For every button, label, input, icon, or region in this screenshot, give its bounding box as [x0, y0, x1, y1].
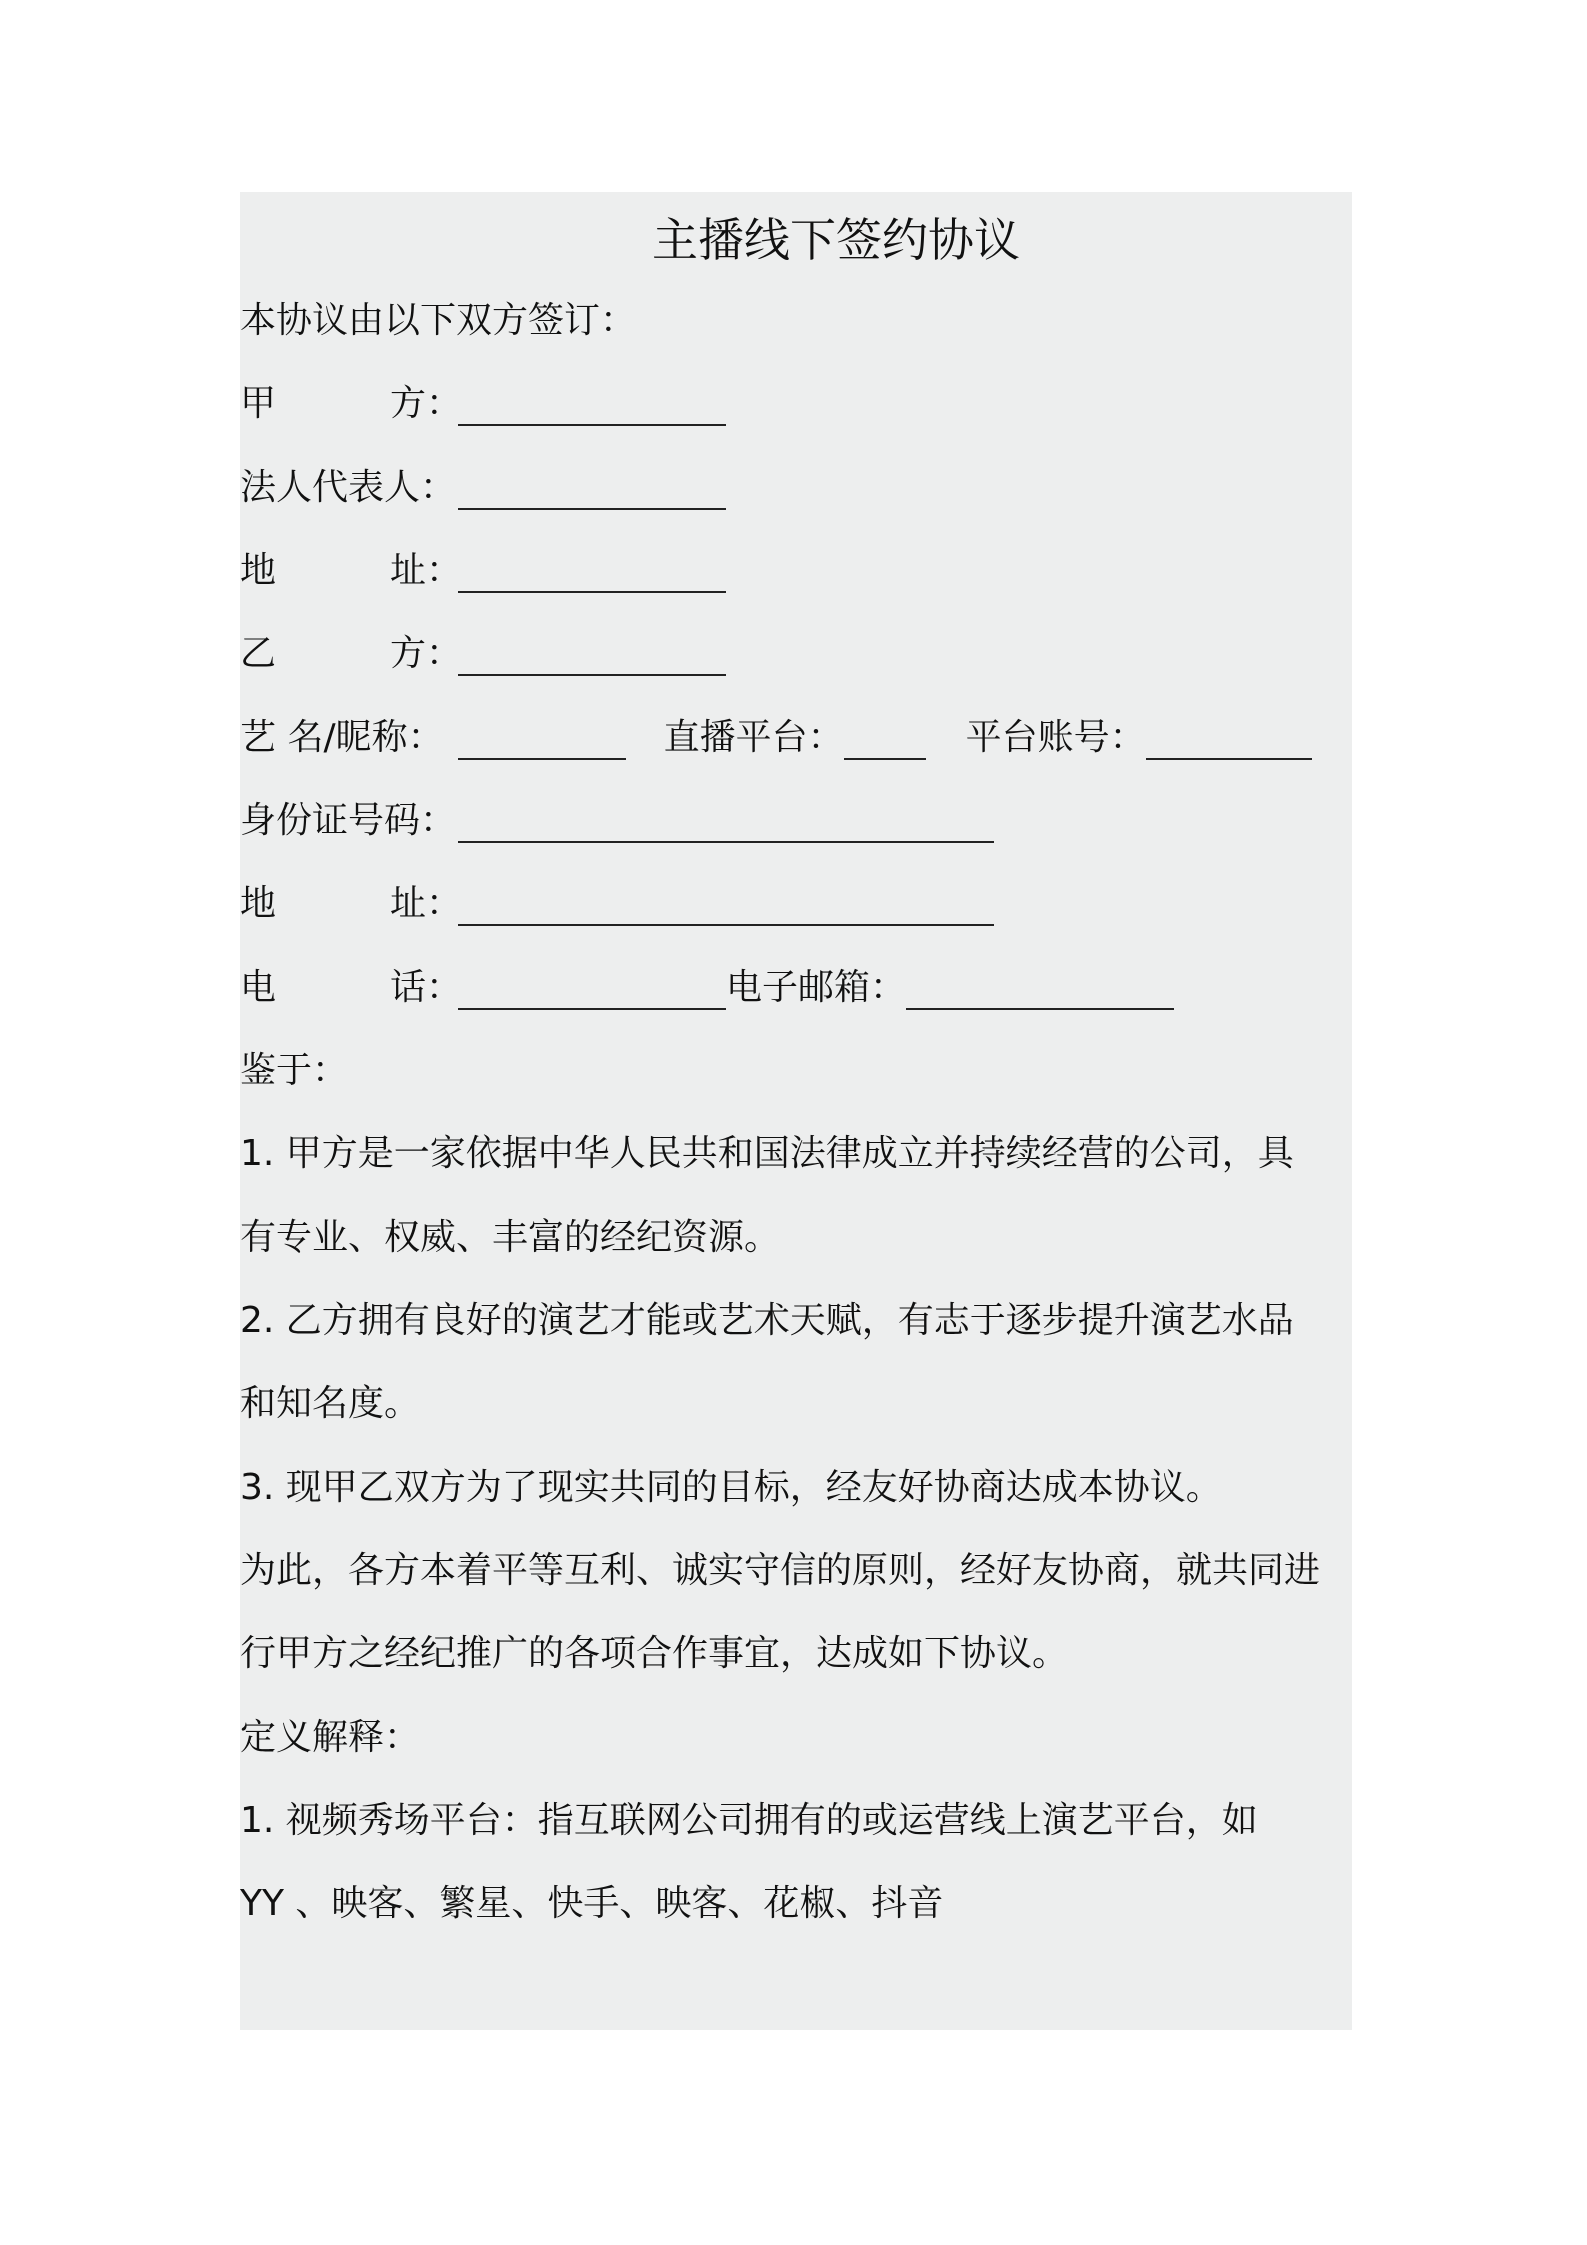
- phone-blank[interactable]: [458, 958, 726, 1010]
- document-page: [240, 192, 1352, 2030]
- party-a-rep-label: 法人代表人：: [240, 467, 457, 508]
- whereas-item-1-line-1: 1. 甲方是一家依据中华人民共和国法律成立并持续经营的公司，具: [240, 1133, 1294, 1174]
- whereas-item-2-line-1: 2. 乙方拥有良好的演艺才能或艺术天赋，有志于逐步提升演艺水品: [240, 1300, 1294, 1341]
- definition-item-1-line-1: 1. 视频秀场平台：指互联网公司拥有的或运营线上演艺平台，如: [240, 1800, 1258, 1841]
- email-label: 电子邮箱：: [726, 967, 907, 1008]
- party-a-address-row: [240, 545, 726, 597]
- party-a-name-blank[interactable]: [458, 374, 726, 426]
- party-a-address-blank[interactable]: [458, 541, 726, 593]
- stage-name-label: 艺 名/昵称：: [240, 717, 444, 758]
- definitions-heading: 定义解释：: [240, 1717, 421, 1758]
- whereas-item-3: 3. 现甲乙双方为了现实共同的目标，经友好协商达成本协议。: [240, 1467, 1222, 1508]
- party-a-name-label: 甲 方：: [240, 383, 463, 424]
- party-b-name-label: 乙 方：: [240, 633, 463, 674]
- id-number-label: 身份证号码：: [240, 800, 457, 841]
- account-blank[interactable]: [1146, 708, 1312, 760]
- party-b-address-row: [240, 878, 994, 930]
- party-a-rep-blank[interactable]: [458, 458, 726, 510]
- whereas-item-2-line-2: 和知名度。: [240, 1383, 421, 1424]
- account-label: 平台账号：: [965, 717, 1146, 758]
- platform-blank[interactable]: [844, 708, 926, 760]
- definition-item-1-line-2: YY 、映客、繁星、快手、映客、花椒、抖音: [240, 1883, 944, 1924]
- therefore-line-1: 为此，各方本着平等互利、诚实守信的原则，经好友协商，就共同进: [240, 1550, 1321, 1591]
- party-a-address-label: 地 址：: [240, 550, 463, 591]
- whereas-heading: 鉴于：: [240, 1050, 349, 1091]
- therefore-line-2: 行甲方之经纪推广的各项合作事宜，达成如下协议。: [240, 1633, 1069, 1674]
- document-title: 主播线下签约协议: [652, 213, 1020, 267]
- platform-label: 直播平台：: [663, 717, 844, 758]
- intro-line: 本协议由以下双方签订：: [240, 300, 637, 341]
- party-b-id-row: [240, 795, 994, 847]
- party-b-address-label: 地 址：: [240, 883, 463, 924]
- party-b-name-row: [240, 628, 726, 680]
- party-a-rep-row: [240, 462, 726, 514]
- party-a-name-row: [240, 378, 726, 430]
- party-b-stage-row: [240, 712, 1312, 764]
- email-blank[interactable]: [906, 958, 1174, 1010]
- whereas-item-1-line-2: 有专业、权威、丰富的经纪资源。: [240, 1217, 781, 1258]
- phone-label: 电 话：: [240, 967, 463, 1008]
- party-b-contact-row: [240, 962, 1174, 1014]
- party-b-address-blank[interactable]: [458, 874, 994, 926]
- party-b-name-blank[interactable]: [458, 624, 726, 676]
- stage-name-blank[interactable]: [458, 708, 626, 760]
- id-number-blank[interactable]: [458, 791, 994, 843]
